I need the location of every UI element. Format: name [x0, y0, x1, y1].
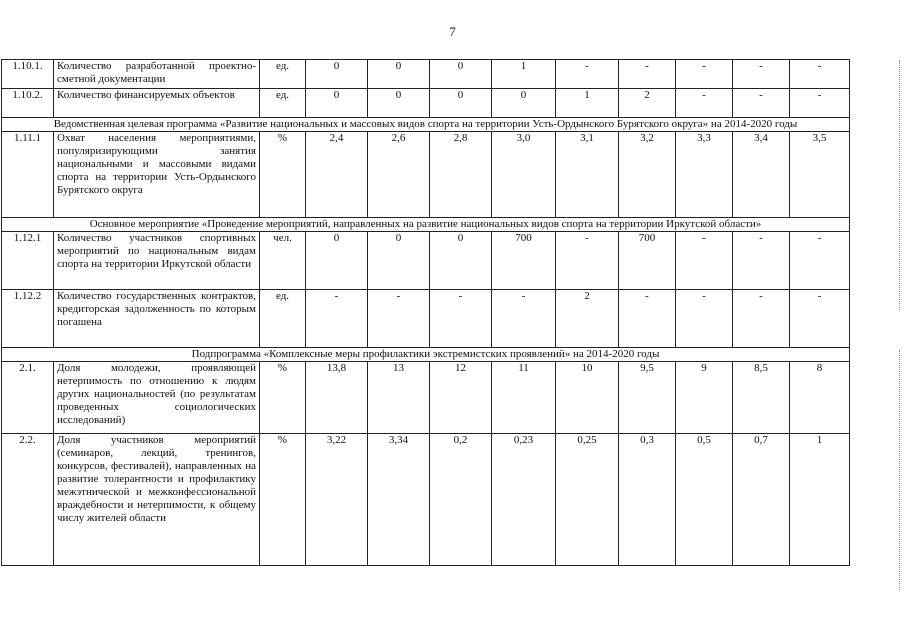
value-cell: - [492, 290, 556, 348]
indicators-table [1, 59, 850, 566]
value-cell: 1 [556, 89, 619, 118]
value-cell: 8,5 [733, 362, 790, 434]
row-number: 1.11.1 [2, 132, 54, 218]
value-cell: 1 [790, 434, 850, 566]
value-cell: 3,2 [619, 132, 676, 218]
value-cell: 8 [790, 362, 850, 434]
table-row [2, 132, 850, 218]
value-cell: 3,3 [676, 132, 733, 218]
value-cell: 700 [492, 232, 556, 290]
value-cell: - [790, 89, 850, 118]
value-cell: 700 [619, 232, 676, 290]
unit-cell: % [260, 362, 306, 434]
value-cell: 0 [430, 89, 492, 118]
row-number: 2.1. [2, 362, 54, 434]
value-cell: 3,4 [733, 132, 790, 218]
indicator-name: Доля молодежи, проявляющей нетерпимость по отношению к людям других национальностей (по результатам проведенных социологических исследований) [54, 362, 260, 434]
section-heading: Ведомственная целевая программа «Развитие национальных и массовых видов спорта на территории Усть-Ордынского Бурятского округа» на 2014-2020 годы [2, 118, 850, 132]
value-cell: - [790, 232, 850, 290]
row-number: 1.12.2 [2, 290, 54, 348]
indicator-name: Количество финансируемых объектов [54, 89, 260, 118]
scan-edge-mark [899, 60, 901, 310]
row-number: 1.10.2. [2, 89, 54, 118]
value-cell: - [676, 290, 733, 348]
row-number: 1.12.1 [2, 232, 54, 290]
value-cell: 0 [306, 232, 368, 290]
value-cell: 13 [368, 362, 430, 434]
unit-cell: % [260, 434, 306, 566]
page-number: 7 [449, 24, 456, 39]
value-cell: 0,5 [676, 434, 733, 566]
value-cell: 13,8 [306, 362, 368, 434]
value-cell: 0,25 [556, 434, 619, 566]
value-cell: - [619, 60, 676, 89]
value-cell: 3,1 [556, 132, 619, 218]
value-cell: 10 [556, 362, 619, 434]
row-number: 2.2. [2, 434, 54, 566]
value-cell: 2,4 [306, 132, 368, 218]
section-heading: Основное мероприятие «Проведение мероприятий, направленных на развитие национальных видов спорта на территории Иркутской области» [2, 218, 850, 232]
value-cell: 0 [430, 60, 492, 89]
section-row [2, 348, 850, 362]
unit-cell: % [260, 132, 306, 218]
value-cell: 0 [368, 60, 430, 89]
unit-cell: чел. [260, 232, 306, 290]
value-cell: - [733, 232, 790, 290]
table-row [2, 362, 850, 434]
value-cell: 0 [306, 89, 368, 118]
value-cell: - [733, 60, 790, 89]
table-row [2, 290, 850, 348]
value-cell: 3,0 [492, 132, 556, 218]
table-row [2, 434, 850, 566]
value-cell: 1 [492, 60, 556, 89]
value-cell: 11 [492, 362, 556, 434]
value-cell: - [556, 232, 619, 290]
table-row [2, 89, 850, 118]
value-cell: - [676, 89, 733, 118]
scan-edge-mark [899, 350, 901, 590]
table-row [2, 60, 850, 89]
value-cell: 0 [430, 232, 492, 290]
value-cell: - [368, 290, 430, 348]
unit-cell: ед. [260, 89, 306, 118]
indicator-name: Количество государственных контрактов, кредиторская задолженность по которым погашена [54, 290, 260, 348]
value-cell: 0,23 [492, 434, 556, 566]
value-cell: - [619, 290, 676, 348]
value-cell: - [676, 60, 733, 89]
value-cell: 12 [430, 362, 492, 434]
indicator-name: Количество разработанной проектно-сметной документации [54, 60, 260, 89]
value-cell: 3,22 [306, 434, 368, 566]
value-cell: - [430, 290, 492, 348]
value-cell: 0 [306, 60, 368, 89]
value-cell: 3,34 [368, 434, 430, 566]
indicator-name: Охват населения мероприятиями, популяризирующими занятия национальными и массовыми видами спорта на территории Усть-Ордынского Бурятского округа [54, 132, 260, 218]
value-cell: - [306, 290, 368, 348]
section-heading: Подпрограмма «Комплексные меры профилактики экстремистских проявлений» на 2014-2020 годы [2, 348, 850, 362]
row-number: 1.10.1. [2, 60, 54, 89]
table-row [2, 232, 850, 290]
value-cell: 9 [676, 362, 733, 434]
section-row [2, 218, 850, 232]
section-row [2, 118, 850, 132]
value-cell: - [733, 89, 790, 118]
value-cell: 3,5 [790, 132, 850, 218]
value-cell: 0 [368, 232, 430, 290]
value-cell: 0 [368, 89, 430, 118]
value-cell: 0,2 [430, 434, 492, 566]
value-cell: - [733, 290, 790, 348]
unit-cell: ед. [260, 290, 306, 348]
value-cell: - [790, 60, 850, 89]
value-cell: 0 [492, 89, 556, 118]
value-cell: 2,8 [430, 132, 492, 218]
indicator-name: Доля участников мероприятий (семинаров, лекций, тренингов, конкурсов, фестивалей), направленных на развитие толерантности и профилактику межэтнической и межконфессиональной враждебности и нетерпимости, к общему числу жителей области [54, 434, 260, 566]
value-cell: 2 [556, 290, 619, 348]
value-cell: 0,7 [733, 434, 790, 566]
value-cell: - [790, 290, 850, 348]
value-cell: 2 [619, 89, 676, 118]
value-cell: 2,6 [368, 132, 430, 218]
value-cell: 9,5 [619, 362, 676, 434]
indicator-name: Количество участников спортивных мероприятий по национальным видам спорта на территории Иркутской области [54, 232, 260, 290]
unit-cell: ед. [260, 60, 306, 89]
value-cell: - [676, 232, 733, 290]
value-cell: 0,3 [619, 434, 676, 566]
value-cell: - [556, 60, 619, 89]
